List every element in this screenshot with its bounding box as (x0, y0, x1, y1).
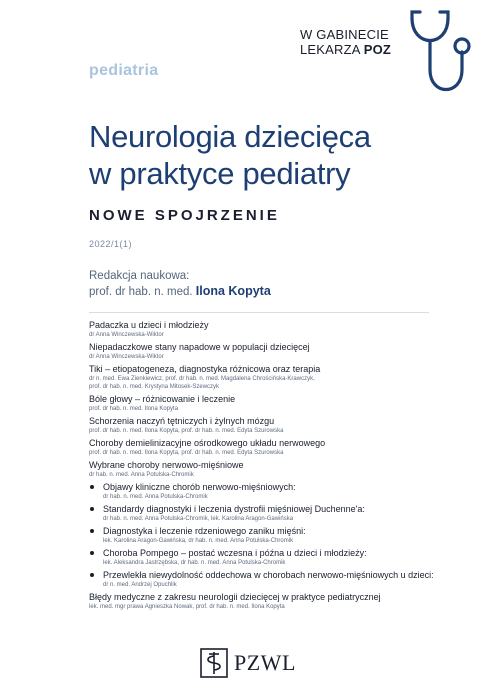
toc-subentry-authors: lek. Aleksandra Jastrzębska, dr hab. n. med. Anna Potulska-Chromik (103, 560, 286, 566)
toc-entry-authors: dr Anna Winczewska-Wiktor (89, 354, 164, 360)
stethoscope-icon (400, 8, 472, 112)
editor-line (89, 284, 271, 300)
title-line-2: w praktyce pediatry (89, 156, 351, 191)
toc-entry-title: Błędy medyczne z zakresu neurologii dziecięcej w praktyce pediatrycznej (89, 592, 381, 602)
toc-entry-authors: dr Anna Winczewska-Wiktor (89, 332, 164, 338)
toc-entry-title: Niepadaczkowe stany napadowe w populacji dziecięcej (89, 342, 310, 352)
toc-entry-authors: prof. dr hab. n. med. Ilona Kopyta (89, 406, 179, 412)
series-line-2-prefix: LEKARZA (300, 42, 364, 57)
editor-name: Ilona Kopyta (195, 284, 271, 298)
toc-subentry-title: Objawy kliniczne chorób nerwowo-mięśniowych: (103, 482, 296, 492)
toc-entry-title: Schorzenia naczyń tętniczych i żylnych mózgu (89, 416, 275, 426)
series-line-2-bold: POZ (363, 42, 392, 57)
editor-title: prof. dr hab. n. med. (89, 286, 196, 298)
toc-subentry-authors: dr n. med. Andrzej Opuchlik (103, 582, 177, 588)
toc-subentry-title: Choroba Pompego – postać wczesna i późna u dzieci i młodzieży: (103, 548, 367, 558)
issue-number: 2022/1(1) (89, 239, 133, 249)
toc-subentry (89, 548, 461, 567)
bullet-icon (90, 551, 94, 555)
table-of-contents (89, 320, 461, 614)
divider (89, 312, 429, 313)
publisher-logo (200, 647, 296, 679)
toc-entry-authors: dr hab. n. med. Anna Potulska-Chromik (89, 472, 194, 478)
series-line-2 (300, 42, 391, 57)
toc-entry-title: Wybrane choroby nerwowo-mięśniowe (89, 460, 244, 470)
bullet-icon (90, 485, 94, 489)
toc-entry (89, 394, 461, 413)
toc-entry (89, 592, 461, 611)
publisher-name: PZWL (234, 650, 296, 675)
toc-subentry-authors: dr hab. n. med. Anna Potulska-Chromik, lek. Karolina Aragon-Gawińska (103, 516, 294, 522)
toc-entry-title: Tiki – etiopatogeneza, diagnostyka różnicowa oraz terapia (89, 364, 321, 374)
toc-entry (89, 342, 461, 361)
toc-entry (89, 438, 461, 457)
editors-block (89, 269, 271, 300)
toc-subentry-title: Przewlekła niewydolność oddechowa w chorobach nerwowo-mięśniowych u dzieci: (103, 570, 434, 580)
category-label: pediatria (89, 62, 159, 79)
toc-subentry (89, 482, 461, 501)
toc-subentry (89, 570, 461, 589)
toc-subentry (89, 504, 461, 523)
series-brand (300, 27, 391, 57)
bullet-icon (90, 507, 94, 511)
toc-entry-authors-cont: prof. dr hab. n. med. Krystyna Mitosek-Szewczyk (89, 384, 220, 390)
book-subtitle: NOWE SPOJRZENIE (89, 207, 280, 224)
toc-entry-authors: prof. dr hab. n. med. Ilona Kopyta, prof. dr hab. n. med. Edyta Szurowska (89, 428, 284, 434)
title-line-1: Neurologia dziecięca (89, 119, 371, 154)
toc-subentry-title: Diagnostyka i leczenie rdzeniowego zaniku mięśni: (103, 526, 306, 536)
toc-entry (89, 364, 461, 391)
toc-subentry-authors: dr hab. n. med. Anna Potulska-Chromik (103, 494, 208, 500)
toc-subentry (89, 526, 461, 545)
toc-entry-title: Bóle głowy – różnicowanie i leczenie (89, 394, 236, 404)
toc-entry-authors: lek. med. mgr prawa Agnieszka Nowak, prof. dr hab. n. med. Ilona Kopyta (89, 604, 285, 610)
book-title (89, 118, 449, 192)
toc-entry-authors: dr n. med. Ewa Zienkiewicz, prof. dr hab. n. med. Magdalena Chrościńska-Krawczyk, (89, 376, 315, 382)
toc-entry (89, 460, 461, 479)
pzwl-logo-icon (200, 648, 228, 678)
toc-entry-title: Padaczka u dzieci i młodzieży (89, 320, 209, 330)
toc-entry-title: Choroby demielinizacyjne ośrodkowego układu nerwowego (89, 438, 326, 448)
editors-label: Redakcja naukowa: (89, 270, 190, 282)
bullet-icon (90, 529, 94, 533)
toc-entry (89, 320, 461, 339)
toc-entry-authors: prof. dr hab. n. med. Ilona Kopyta, prof. dr hab. n. med. Edyta Szurowska (89, 450, 284, 456)
series-line-1: W GABINECIE (300, 27, 389, 42)
toc-subentry-title: Standardy diagnostyki i leczenia dystrofii mięśniowej Duchenne'a: (103, 504, 365, 514)
bullet-icon (90, 573, 94, 577)
toc-entry (89, 416, 461, 435)
toc-subentry-authors: lek. Karolina Aragon-Gawińska, dr hab. n. med. Anna Potulska-Chromik (103, 538, 294, 544)
